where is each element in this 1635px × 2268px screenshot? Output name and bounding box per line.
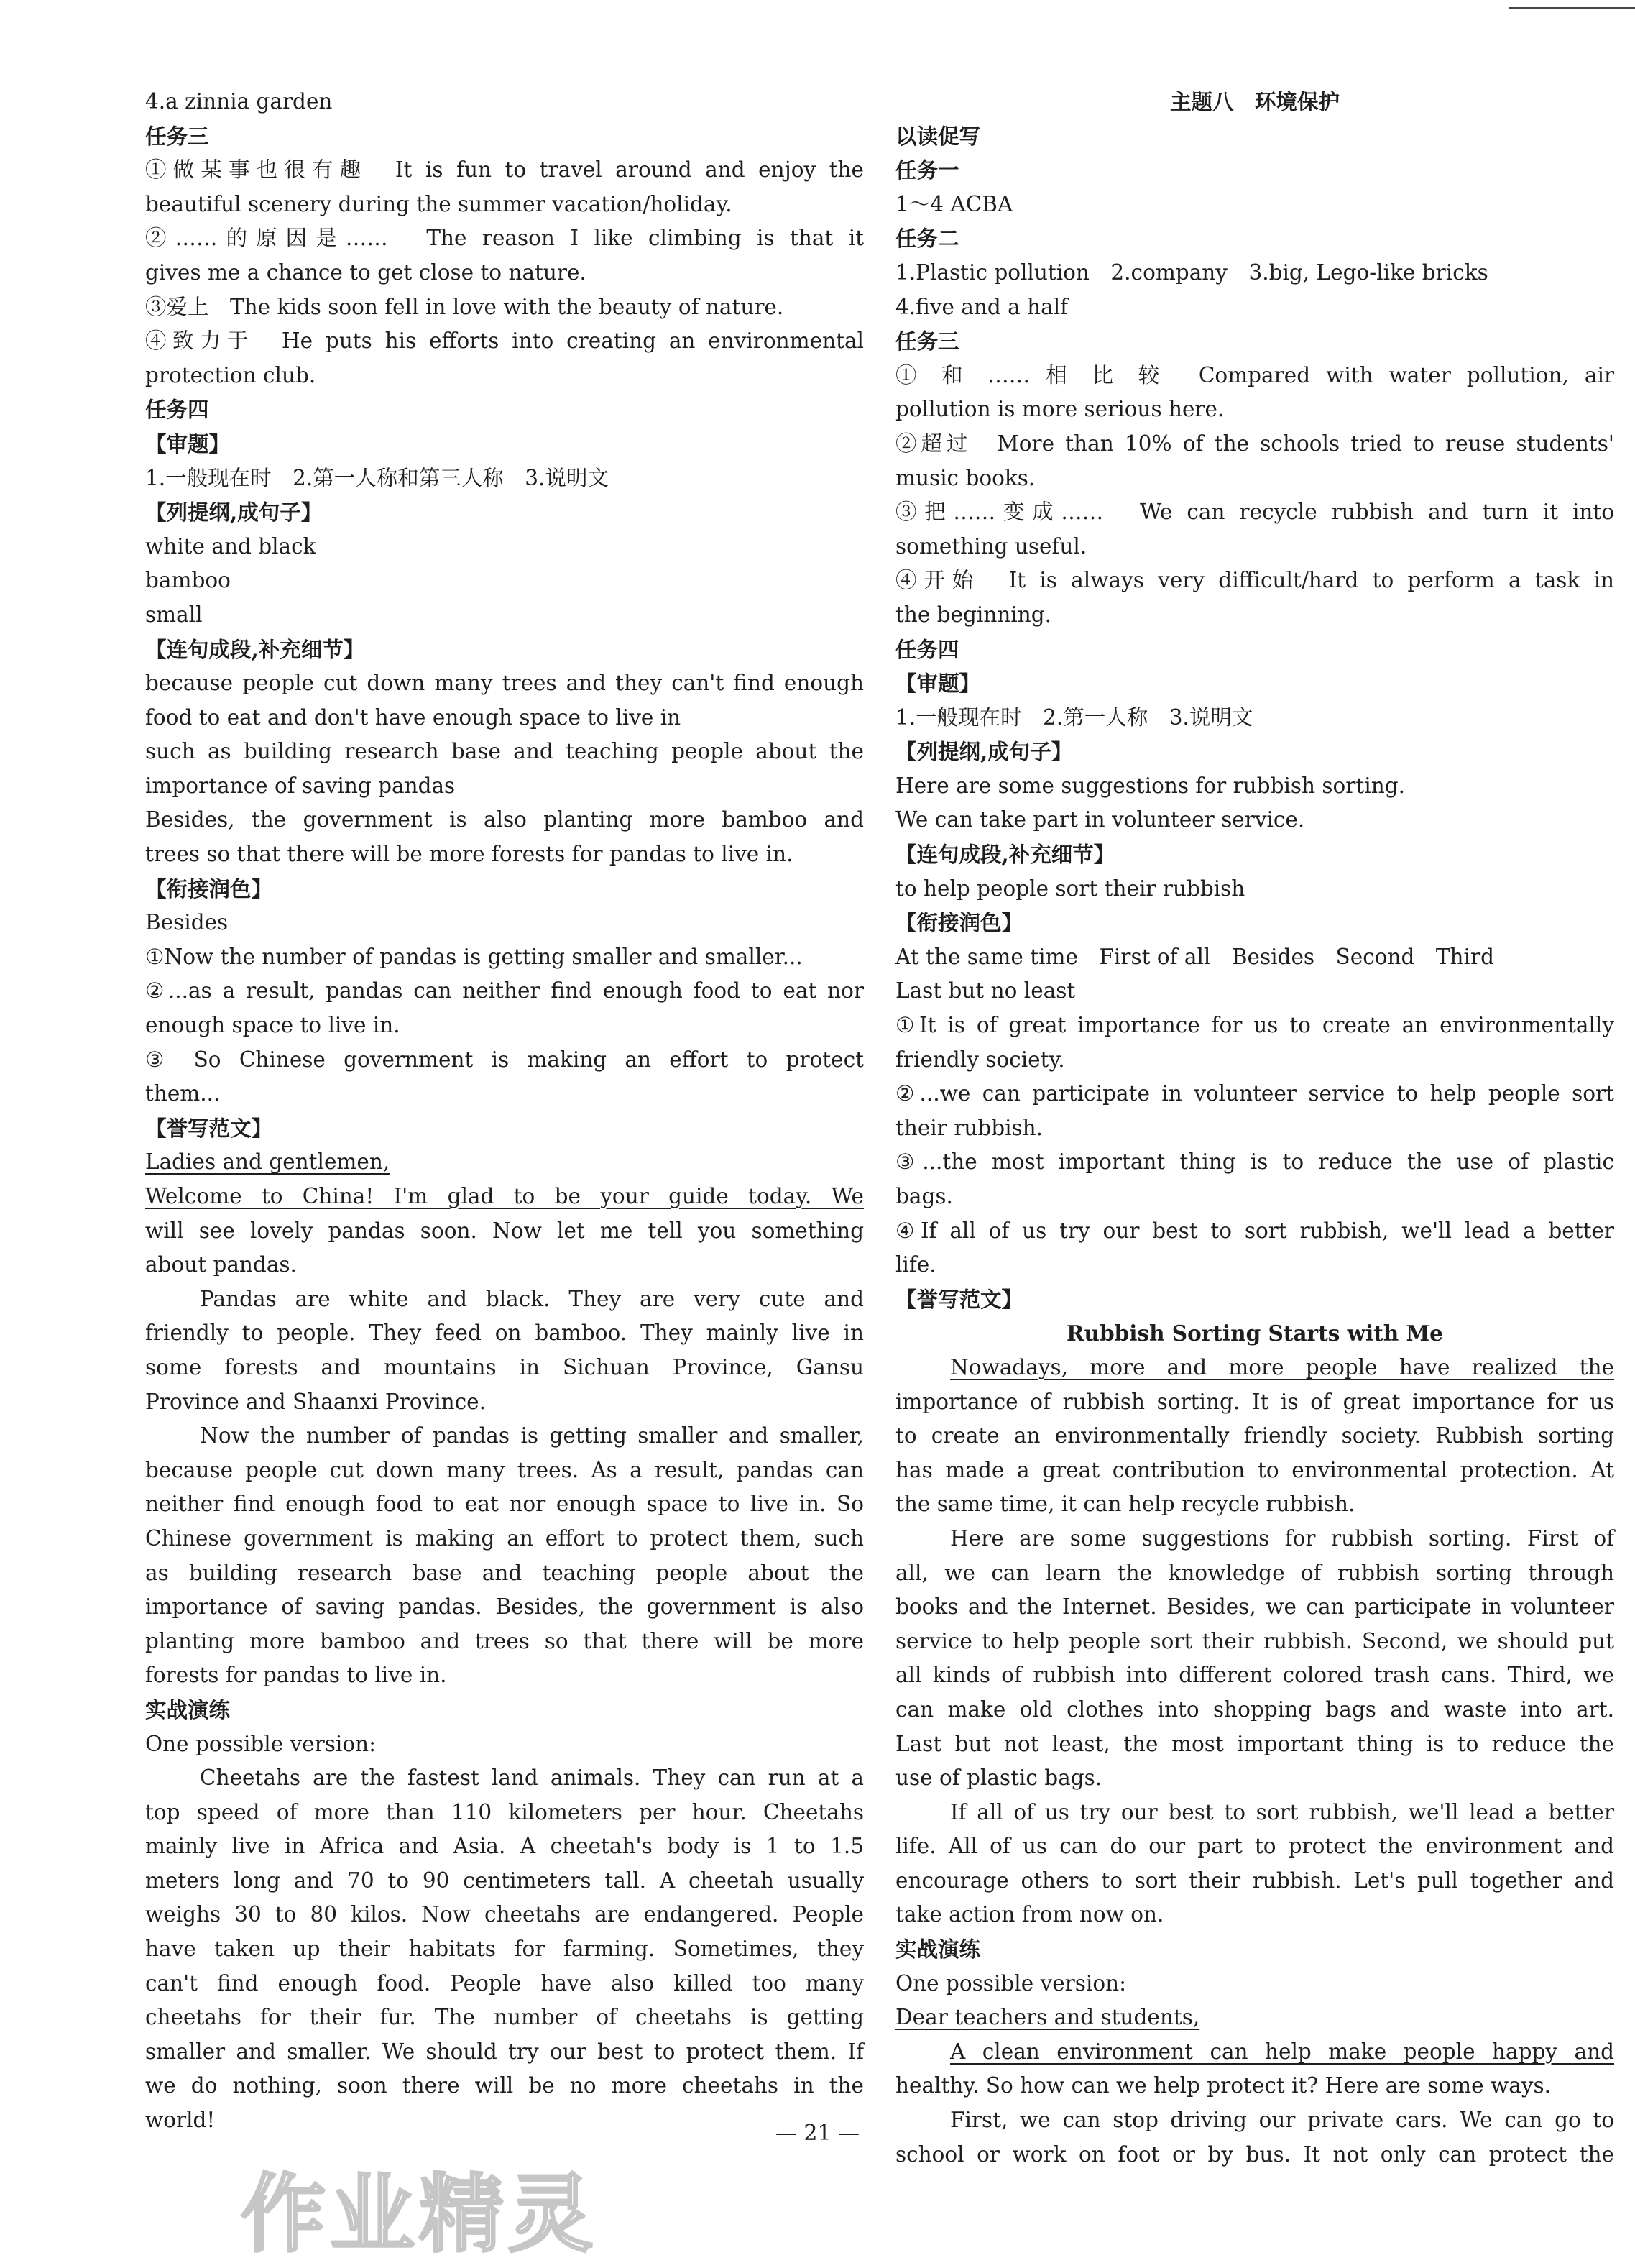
watermark-logo: 作业精灵 — [241, 2164, 598, 2264]
text-line: school or work on foot or by bus. It not only can protect the — [895, 2141, 1614, 2167]
text-line: can't find enough food. People have also killed too many — [145, 1970, 864, 1996]
section-heading: 任务四 — [895, 636, 959, 662]
text-line: service to help people sort their rubbish. Second, we should put — [895, 1628, 1614, 1653]
text-line: importance of saving pandas — [145, 773, 456, 798]
text-line — [145, 1145, 864, 1180]
section-heading: 任务一 — [895, 157, 959, 183]
text-line: friendly to people. They feed on bamboo. They mainly live in — [145, 1321, 864, 1346]
text-line: food to eat and don't have enough space to live in — [145, 704, 681, 730]
section-heading: 任务四 — [145, 397, 209, 423]
text-line: the same time, it can help recycle rubbish. — [895, 1492, 1355, 1517]
section-heading: 主题八 环境保护 — [1169, 89, 1340, 114]
text-line: all, we can learn the knowledge of rubbish sorting through — [895, 1560, 1614, 1585]
text-line: mainly live in Africa and Asia. A cheetah's body is 1 to 1.5 — [145, 1834, 864, 1859]
text-line: ③...the most important thing is to reduce the use of plastic — [895, 1149, 1614, 1175]
text-line: will see lovely pandas soon. Now let me tell you something — [145, 1218, 864, 1243]
text-line: such as building research base and teaching people about the — [145, 739, 864, 764]
section-heading: 实战演练 — [895, 1937, 981, 1962]
text-line: neither find enough food to eat nor enough space to live in. So — [145, 1492, 864, 1517]
text-line: we do nothing, soon there will be no more cheetahs in the — [145, 2073, 864, 2098]
section-heading: 【誉写范文】 — [145, 1115, 273, 1141]
top-rule — [1509, 7, 1635, 9]
text-line: meters long and 70 to 90 centimeters tall. A cheetah usually — [145, 1868, 864, 1893]
text-line: can make old clothes into shopping bags and waste into art. — [895, 1697, 1614, 1722]
text-line: 1～4 ACBA — [895, 191, 1013, 216]
text-line: gives me a chance to get close to nature. — [145, 260, 586, 285]
text-line: ①Now the number of pandas is getting smaller and smaller... — [145, 944, 803, 969]
text-line: beautiful scenery during the summer vacation/holiday. — [145, 191, 732, 216]
text-line: 4.five and a half — [895, 294, 1069, 319]
text-line: white and black — [145, 533, 316, 559]
section-heading: 【誉写范文】 — [895, 1286, 1023, 1312]
text-line: Here are some suggestions for rubbish sorting. First of — [950, 1525, 1614, 1551]
text-line: ④致力于 He puts his efforts into creating an environmental — [145, 329, 864, 354]
text-line: pollution is more serious here. — [895, 397, 1225, 422]
text-line: use of plastic bags. — [895, 1766, 1102, 1791]
section-heading: 【审题】 — [895, 671, 981, 697]
text-line: enough space to live in. — [145, 1013, 400, 1038]
section-heading: 任务三 — [145, 123, 209, 149]
text-line: 4.a zinnia garden — [145, 89, 333, 114]
section-heading: 实战演练 — [145, 1697, 231, 1722]
text-line: Last but not least, the most important thing is to reduce the — [895, 1731, 1614, 1756]
text-line: Pandas are white and black. They are very cute and — [200, 1286, 864, 1311]
text-line: importance of rubbish sorting. It is of great importance for us — [895, 1389, 1614, 1414]
text-line: the beginning. — [895, 602, 1052, 627]
text-line: small — [145, 602, 203, 627]
text-line: ① 和 …… 相 比 较 Compared with water pollution, air — [895, 362, 1614, 387]
right-column — [895, 85, 1614, 2172]
text-line: bags. — [895, 1184, 953, 1208]
text-line: them... — [145, 1081, 221, 1106]
text-line: encourage others to sort their rubbish. Let's pull together and — [895, 1868, 1614, 1893]
underlined-text: Nowadays, more and more people have realized the — [950, 1354, 1614, 1379]
text-line: If all of us try our best to sort rubbish, we'll lead a better — [950, 1799, 1614, 1824]
text-line: smaller and smaller. We should try our best to protect them. If — [145, 2039, 864, 2064]
text-line: ②超过 More than 10% of the schools tried to reuse students' — [895, 431, 1614, 456]
text-line: life. — [895, 1252, 936, 1277]
section-heading: 任务三 — [895, 329, 959, 354]
underlined-text: Ladies and gentlemen, — [145, 1149, 390, 1175]
section-heading: 以读促写 — [895, 123, 981, 149]
text-line: One possible version: — [145, 1731, 377, 1756]
text-line: life. All of us can do our part to protect the environment and — [895, 1834, 1614, 1859]
text-line — [895, 2001, 1614, 2035]
text-line: because people cut down many trees and they can't find enough — [145, 671, 864, 696]
text-line: Here are some suggestions for rubbish sorting. — [895, 773, 1405, 798]
text-line: Last but no least — [895, 978, 1076, 1004]
text-line: ①做某事也很有趣 It is fun to travel around and enjoy the — [145, 157, 864, 183]
underlined-text: A clean environment can help make people happy and — [950, 2039, 1614, 2064]
text-line: their rubbish. — [895, 1115, 1044, 1140]
section-heading: 【审题】 — [145, 431, 231, 456]
text-line: We can take part in volunteer service. — [895, 807, 1305, 832]
text-line: ①It is of great importance for us to create an environmentally — [895, 1013, 1614, 1038]
text-line: Cheetahs are the fastest land animals. They can run at a — [200, 1766, 864, 1791]
text-line: cheetahs for their fur. The number of cheetahs is getting — [145, 2005, 864, 2030]
left-column — [145, 85, 864, 2138]
text-line: 1.Plastic pollution 2.company 3.big, Lego-like bricks — [895, 260, 1488, 285]
text-line: Now the number of pandas is getting smaller and smaller, — [200, 1423, 864, 1449]
text-line: importance of saving pandas. Besides, the government is also — [145, 1594, 864, 1620]
section-heading: 【衔接润色】 — [145, 876, 273, 901]
page-number: — 21 — — [775, 2121, 860, 2146]
text-line: has made a great contribution to environmental protection. At — [895, 1457, 1614, 1482]
text-line: have taken up their habitats for farming. Sometimes, they — [145, 1937, 864, 1962]
text-line: ②……的原因是…… The reason I like climbing is that it — [145, 226, 864, 251]
text-line: all kinds of rubbish into different colored trash cans. Third, we — [895, 1663, 1614, 1688]
text-line: Besides — [145, 910, 229, 935]
text-line: bamboo — [145, 568, 231, 593]
text-line: ④If all of us try our best to sort rubbish, we'll lead a better — [895, 1218, 1614, 1243]
text-line: music books. — [895, 465, 1036, 490]
text-line: 1.一般现在时 2.第一人称和第三人称 3.说明文 — [145, 465, 609, 490]
text-line — [895, 1351, 1614, 1385]
section-heading: Rubbish Sorting Starts with Me — [1067, 1321, 1443, 1346]
underlined-text: Dear teachers and students, — [895, 2005, 1200, 2030]
text-line: some forests and mountains in Sichuan Province, Gansu — [145, 1354, 864, 1379]
section-heading: 【连句成段,补充细节】 — [895, 842, 1115, 868]
section-heading: 【列提纲,成句子】 — [895, 739, 1073, 765]
text-line: something useful. — [895, 533, 1087, 559]
text-line: At the same time First of all Besides Second Third — [895, 944, 1494, 969]
text-line: ③ So Chinese government is making an effort to protect — [145, 1047, 864, 1072]
text-line: planting more bamboo and trees so that there will be more — [145, 1628, 864, 1653]
text-line: ③爱上 The kids soon fell in love with the beauty of nature. — [145, 294, 784, 319]
text-line: weighs 30 to 80 kilos. Now cheetahs are endangered. People — [145, 1902, 864, 1927]
text-line: ②...we can participate in volunteer service to help people sort — [895, 1081, 1614, 1106]
text-line: take action from now on. — [895, 1902, 1164, 1927]
text-line: to create an environmentally friendly society. Rubbish sorting — [895, 1423, 1614, 1449]
text-line: as building research base and teaching people about the — [145, 1560, 864, 1585]
text-line: trees so that there will be more forests for pandas to live in. — [145, 842, 793, 867]
text-line: about pandas. — [145, 1252, 297, 1277]
text-line: ③把……变成…… We can recycle rubbish and turn it into — [895, 500, 1614, 525]
text-line: world! — [145, 2108, 216, 2133]
text-line: friendly society. — [895, 1047, 1065, 1072]
text-line: 1.一般现在时 2.第一人称 3.说明文 — [895, 704, 1253, 730]
text-line: to help people sort their rubbish — [895, 876, 1245, 901]
text-line: books and the Internet. Besides, we can participate in volunteer — [895, 1594, 1614, 1620]
text-line: First, we can stop driving our private cars. We can go to — [950, 2108, 1614, 2133]
section-heading: 【衔接润色】 — [895, 910, 1023, 936]
text-line: healthy. So how can we help protect it? Here are some ways. — [895, 2073, 1551, 2098]
text-line: ②...as a result, pandas can neither find enough food to eat nor — [145, 978, 864, 1004]
text-line: Chinese government is making an effort to protect them, such — [145, 1525, 864, 1551]
text-line: forests for pandas to live in. — [145, 1663, 447, 1688]
text-line: ④开始 It is always very difficult/hard to perform a task in — [895, 568, 1614, 593]
text-line: Province and Shaanxi Province. — [145, 1389, 487, 1414]
section-heading: 【列提纲,成句子】 — [145, 500, 323, 525]
underlined-text: Welcome to China! I'm glad to be your guide today. We — [145, 1184, 864, 1208]
text-line — [145, 1180, 864, 1214]
text-line: One possible version: — [895, 1970, 1127, 1996]
section-heading: 任务二 — [895, 226, 959, 252]
text-line: because people cut down many trees. As a result, pandas can — [145, 1457, 864, 1482]
text-line: Besides, the government is also planting more bamboo and — [145, 807, 864, 832]
text-line: top speed of more than 110 kilometers per hour. Cheetahs — [145, 1799, 864, 1824]
section-heading: 【连句成段,补充细节】 — [145, 636, 365, 662]
text-line — [895, 2035, 1614, 2070]
text-line: protection club. — [145, 362, 316, 387]
